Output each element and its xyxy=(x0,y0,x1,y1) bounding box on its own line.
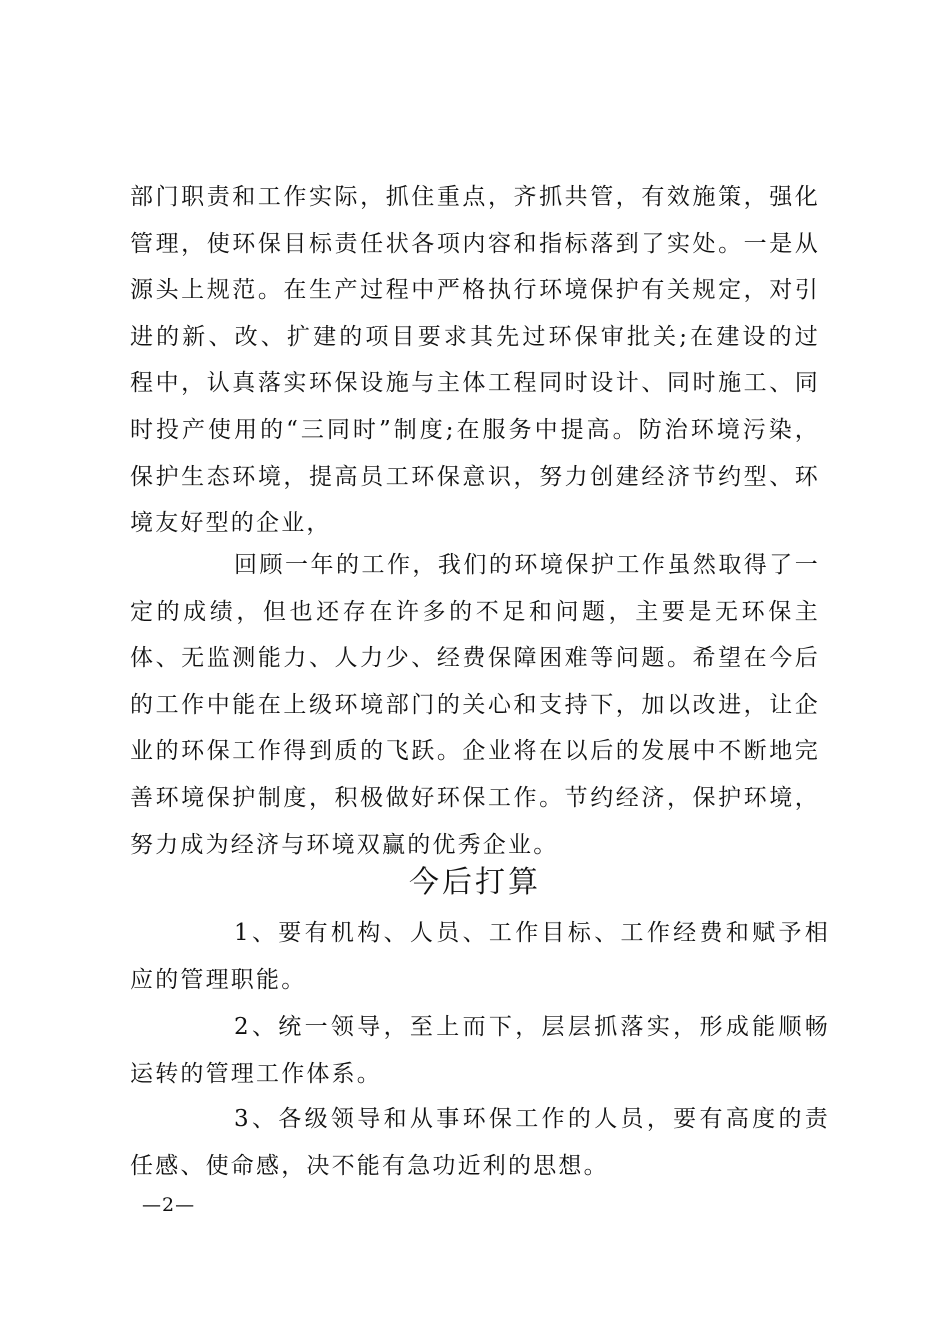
body-paragraph: 部门职责和工作实际，抓住重点，齐抓共管，有效施策，强化管理，使环保目标责任状各项内容和指标落到了实处。一是从源头上规范。在生产过程中严格执行环境保护有关规定，对引进的新、改、扩建的项目要求其先过环保审批关;在建设的过程中，认真落实环保设施与主体工程同时设计、同时施工、同时投产使用的“三同时”制度;在服务中提高。防治环境污染，保护生态环境，提高员工环保意识，努力创建经济节约型、环境友好型的企业， xyxy=(130,184,820,537)
plan-item: 1、要有机构、人员、工作目标、工作经费和赋予相应的管理职能。 xyxy=(130,920,830,993)
body-paragraph: 回顾一年的工作，我们的环境保护工作虽然取得了一定的成绩，但也还存在许多的不足和问题，主要是无环保主体、无监测能力、人力少、经费保障困难等问题。希望在今后的工作中能在上级环境部门的关心和支持下，加以改进，让企业的环保工作得到质的飞跃。企业将在以后的发展中不断地完善环境保护制度，积极做好环保工作。节约经济，保护环境，努力成为经济与环境双赢的优秀企业。 xyxy=(130,552,820,858)
page-number: —2— xyxy=(142,1194,196,1216)
plan-item: 3、各级领导和从事环保工作的人员，要有高度的责任感、使命感，决不能有急功近利的思想。 xyxy=(130,1106,830,1179)
plan-item: 2、统一领导，至上而下，层层抓落实，形成能顺畅运转的管理工作体系。 xyxy=(130,1014,830,1087)
section-heading: 今后打算 xyxy=(409,865,541,900)
